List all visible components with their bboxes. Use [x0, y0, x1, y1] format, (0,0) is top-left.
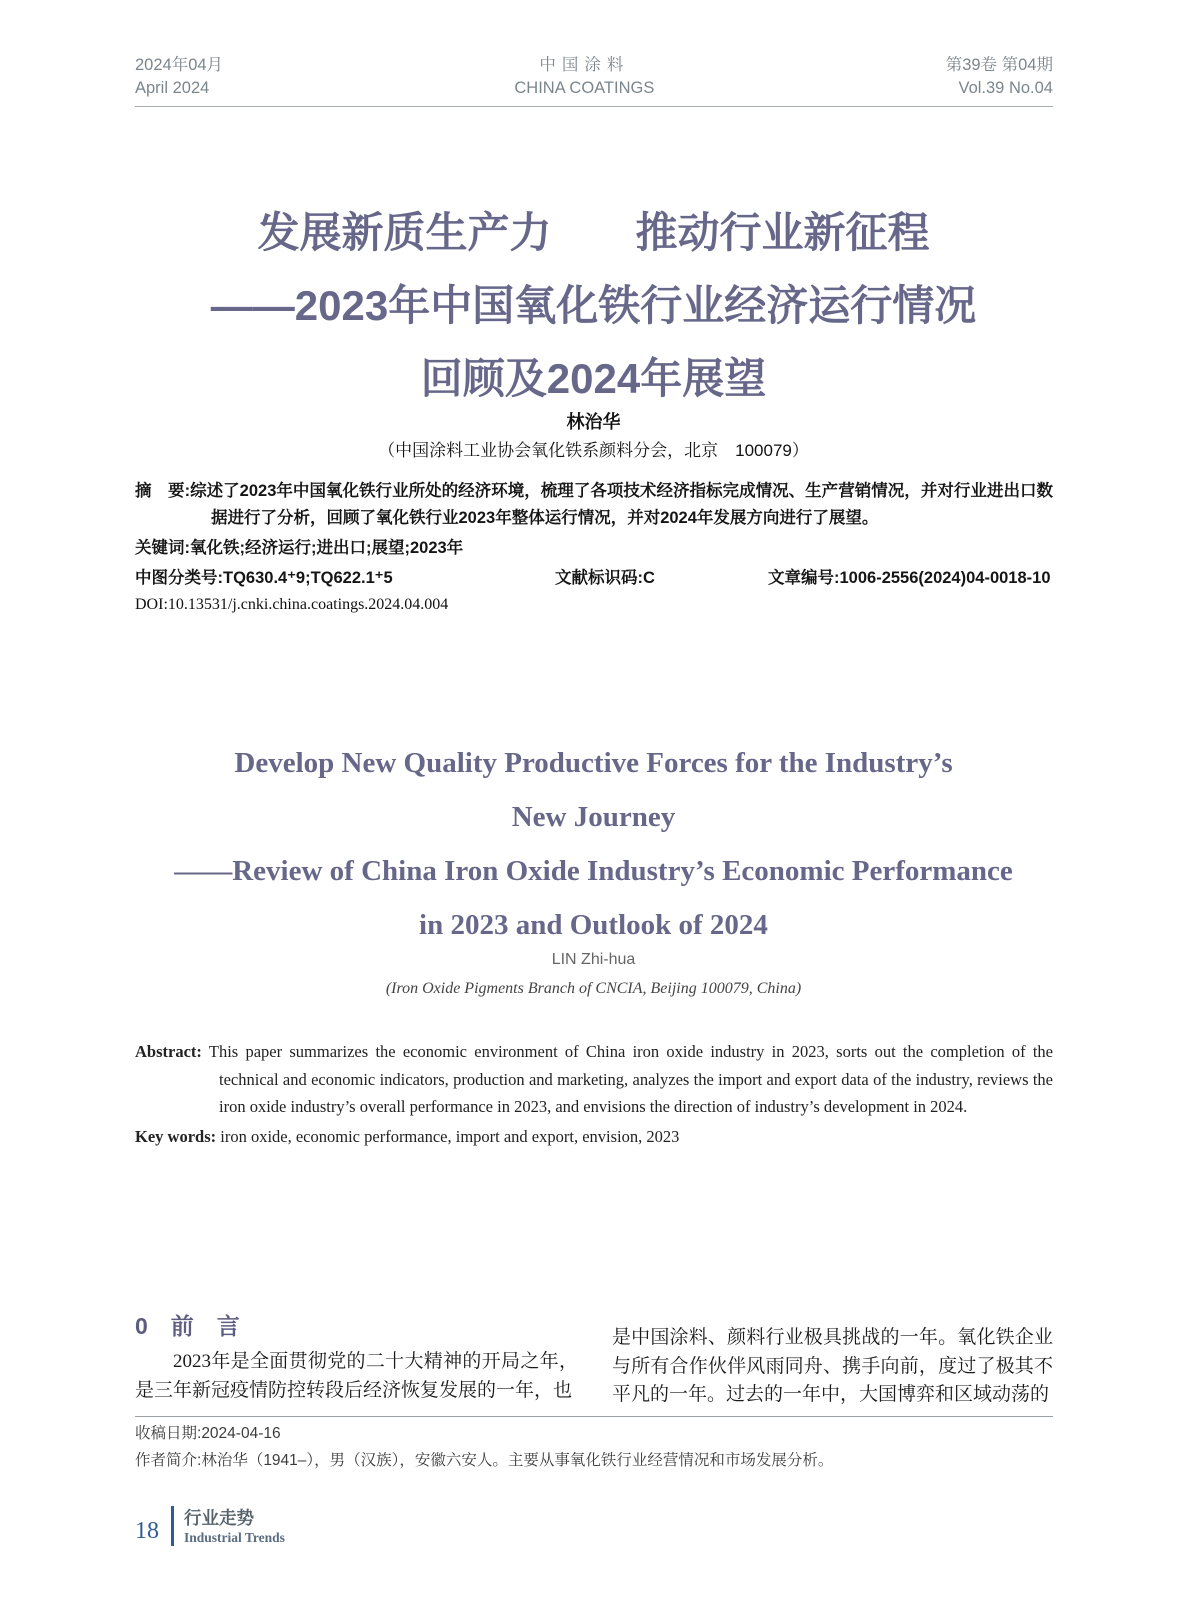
issue-cn: 第39卷 第04期 — [945, 56, 1053, 74]
article-number: 文章编号:1006-2556(2024)04-0018-10 — [768, 569, 1051, 587]
author-bio: 作者简介:林治华（1941–），男（汉族），安徽六安人。主要从事氧化铁行业经营情况和市场发展分析。 — [135, 1451, 834, 1469]
abstract-en — [135, 1038, 1053, 1121]
header-date-cn: 2024年04月 — [135, 56, 224, 74]
page-header — [135, 54, 1053, 100]
footnotes — [135, 1421, 1053, 1474]
keywords-text-cn: 氧化铁;经济运行;进出口;展望;2023年 — [190, 539, 464, 557]
affiliation-en: (Iron Oxide Pigments Branch of CNCIA, Beijing 100079, China) — [385, 980, 802, 997]
document-code: 文献标识码:C — [555, 569, 655, 587]
keywords-label-cn: 关键词: — [135, 539, 190, 557]
keywords-text-en: iron oxide, economic performance, import and export, envision, 2023 — [220, 1126, 680, 1146]
header-date-en: April 2024 — [135, 79, 210, 97]
column-name-cn: 行业走势 — [184, 1507, 254, 1528]
title-cn-line-1: 发展新质生产力 推动行业新征程 — [257, 209, 930, 256]
intro-paragraph-left: 2023年是全面贯彻党的二十大精神的开局之年，是三年新冠疫情防控转段后经济恢复发展的一年，也 — [135, 1351, 578, 1401]
keywords-label-en: Key words: — [135, 1126, 217, 1146]
intro-column-right — [612, 1324, 1053, 1410]
intro-paragraph-right: 是中国涂料、颜料行业极具挑战的一年。氧化铁企业与所有合作伙伴风雨同舟、携手向前，度过了极其不平凡的一年。过去的一年中，大国博弈和区域动荡的 — [612, 1327, 1053, 1405]
keywords-en — [135, 1123, 1053, 1151]
title-en-line-1: Develop New Quality Productive Forces for the Industry’s — [234, 747, 953, 779]
page-number: 18 — [135, 1517, 159, 1544]
abstract-label-cn: 摘 要: — [135, 482, 191, 500]
footer-divider — [171, 1506, 174, 1546]
affiliation-cn: （中国涂料工业协会氧化铁系颜料分会，北京 100079） — [378, 441, 809, 460]
header-date — [135, 54, 223, 100]
abstract-label-en: Abstract: — [135, 1042, 202, 1061]
title-cn-line-2: ——2023年中国氧化铁行业经济运行情况 — [210, 282, 977, 329]
abstract-block-cn — [135, 478, 1053, 562]
title-en-line-2: New Journey — [511, 801, 676, 833]
title-en-line-3: ——Review of China Iron Oxide Industry’s Economic Performance — [174, 855, 1013, 887]
article-title-en — [0, 736, 1187, 952]
abstract-block-en — [135, 1038, 1053, 1150]
intro-column-left — [135, 1302, 578, 1405]
author-en: LIN Zhi-hua — [551, 951, 636, 968]
clc-number: 中图分类号:TQ630.4⁺9;TQ622.1⁺5 — [135, 569, 393, 587]
received-date: 收稿日期:2024-04-16 — [135, 1425, 281, 1442]
intro-section — [135, 1302, 1053, 1414]
section-heading-0: 0 前 言 — [135, 1313, 240, 1339]
column-name-en: Industrial Trends — [184, 1529, 285, 1545]
journal-name-en: CHINA COATINGS — [514, 79, 655, 97]
title-en-line-4: in 2023 and Outlook of 2024 — [419, 909, 768, 941]
journal-name-cn: 中国涂料 — [539, 56, 630, 74]
abstract-text-en: This paper summarizes the economic environment of China iron oxide industry in 2023, sorts out the completion of the technical and economic indicators, production and marketing, analyzes the import and export data of the industry, reviews the iron oxide industry’s overall performance in 2023, and envisions the direction of industry’s development in 2024. — [208, 1042, 1054, 1116]
footnote-rule — [135, 1416, 1053, 1417]
doi: DOI:10.13531/j.cnki.china.coatings.2024.04.004 — [135, 596, 449, 613]
page-footer — [135, 1503, 285, 1549]
author-cn: 林治华 — [566, 412, 621, 432]
journal-title — [514, 54, 654, 100]
title-cn-line-3: 回顾及2024年展望 — [420, 355, 767, 402]
issue-info — [946, 54, 1053, 100]
article-title-cn — [0, 196, 1187, 415]
header-rule — [135, 106, 1053, 107]
classification-row — [135, 564, 1053, 588]
abstract-text-cn: 综述了2023年中国氧化铁行业所处的经济环境，梳理了各项技术经济指标完成情况、生产营销情况，并对行业进出口数据进行了分析，回顾了氧化铁行业2023年整体运行情况，并对2024年发展方向进行了展望。 — [190, 482, 1053, 527]
abstract-cn — [135, 478, 1053, 532]
issue-en: Vol.39 No.04 — [958, 79, 1053, 97]
keywords-cn — [135, 535, 1053, 562]
column-name — [184, 1507, 285, 1546]
